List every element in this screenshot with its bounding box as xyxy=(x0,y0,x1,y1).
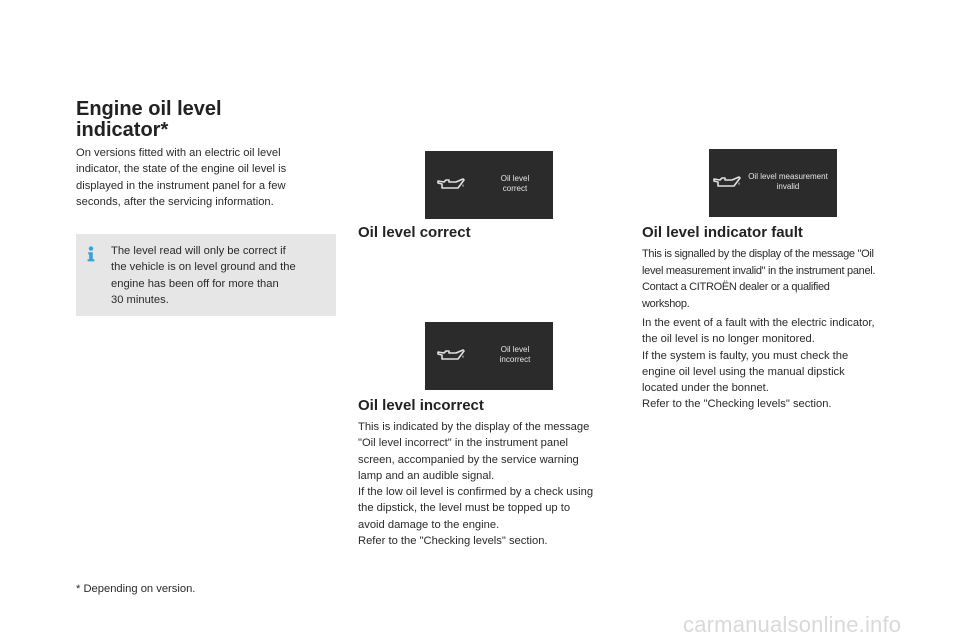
oil-can-icon xyxy=(436,347,466,363)
text-line: In the event of a fault with the electric indicator, xyxy=(642,317,875,329)
text-line: level measurement invalid" in the instrument panel. xyxy=(642,264,876,277)
intro-line: displayed in the instrument panel for a few xyxy=(76,179,286,192)
heading-oil-level-incorrect: Oil level incorrect xyxy=(358,397,484,414)
text-line: If the system is faulty, you must check the xyxy=(642,349,849,362)
footnote: * Depending on version. xyxy=(76,583,196,595)
text-line: avoid damage to the engine. xyxy=(358,518,500,531)
display-oil-level-incorrect xyxy=(425,322,553,390)
title-line-1: Engine oil level xyxy=(76,98,222,120)
display-message xyxy=(739,172,837,192)
text-line: the oil level is no longer monitored. xyxy=(642,333,815,346)
text-line: Refer to the "Checking levels" section. xyxy=(642,398,832,411)
heading-oil-level-indicator-fault: Oil level indicator fault xyxy=(642,224,803,241)
text-line: the dipstick, the level must be topped up to xyxy=(358,502,571,515)
oil-can-icon xyxy=(436,176,466,192)
text-line: "Oil level incorrect" in the instrument panel xyxy=(358,437,569,450)
note-line: 30 minutes. xyxy=(111,293,169,306)
display-message xyxy=(487,174,543,194)
text-line: This is signalled by the display of the message "Oil xyxy=(642,248,874,260)
fault-paragraph-2 xyxy=(642,315,912,413)
display-oil-level-measurement-invalid xyxy=(709,149,837,217)
display-line: Oil level xyxy=(500,174,530,183)
intro-line: indicator, the state of the engine oil level is xyxy=(76,163,287,176)
display-message xyxy=(487,345,543,365)
text-line: Contact a CITROËN dealer or a qualified xyxy=(642,281,830,293)
section-title xyxy=(76,99,222,141)
intro-line: seconds, after the servicing information. xyxy=(76,195,274,208)
intro-line: On versions fitted with an electric oil level xyxy=(76,147,281,159)
text-line: This is indicated by the display of the message xyxy=(358,421,590,433)
info-icon xyxy=(84,246,98,262)
info-note-box xyxy=(76,234,336,316)
display-line: incorrect xyxy=(499,355,531,364)
text-line: workshop. xyxy=(642,297,690,310)
text-line: lamp and an audible signal. xyxy=(358,469,495,482)
display-line: Oil level xyxy=(500,345,530,354)
intro-paragraph xyxy=(76,145,341,210)
text-line: located under the bonnet. xyxy=(642,382,769,395)
title-line-2: indicator* xyxy=(76,119,169,141)
display-line: Oil level measurement xyxy=(748,172,828,181)
note-text xyxy=(111,243,331,308)
display-line: invalid xyxy=(776,182,800,191)
heading-oil-level-correct: Oil level correct xyxy=(358,224,471,241)
note-line: The level read will only be correct if xyxy=(111,245,286,257)
text-line: engine oil level using the manual dipstick xyxy=(642,365,845,378)
oil-can-icon xyxy=(712,174,742,190)
note-line: engine has been off for more than xyxy=(111,277,279,290)
display-oil-level-correct xyxy=(425,151,553,219)
text-line: If the low oil level is confirmed by a check using xyxy=(358,486,594,499)
text-line: screen, accompanied by the service warning xyxy=(358,453,579,466)
incorrect-paragraph xyxy=(358,419,628,549)
fault-paragraph-1 xyxy=(642,246,912,312)
note-line: the vehicle is on level ground and the xyxy=(111,261,296,274)
display-line: correct xyxy=(502,184,528,193)
watermark: carmanualsonline.info xyxy=(683,612,902,637)
text-line: Refer to the "Checking levels" section. xyxy=(358,535,548,548)
